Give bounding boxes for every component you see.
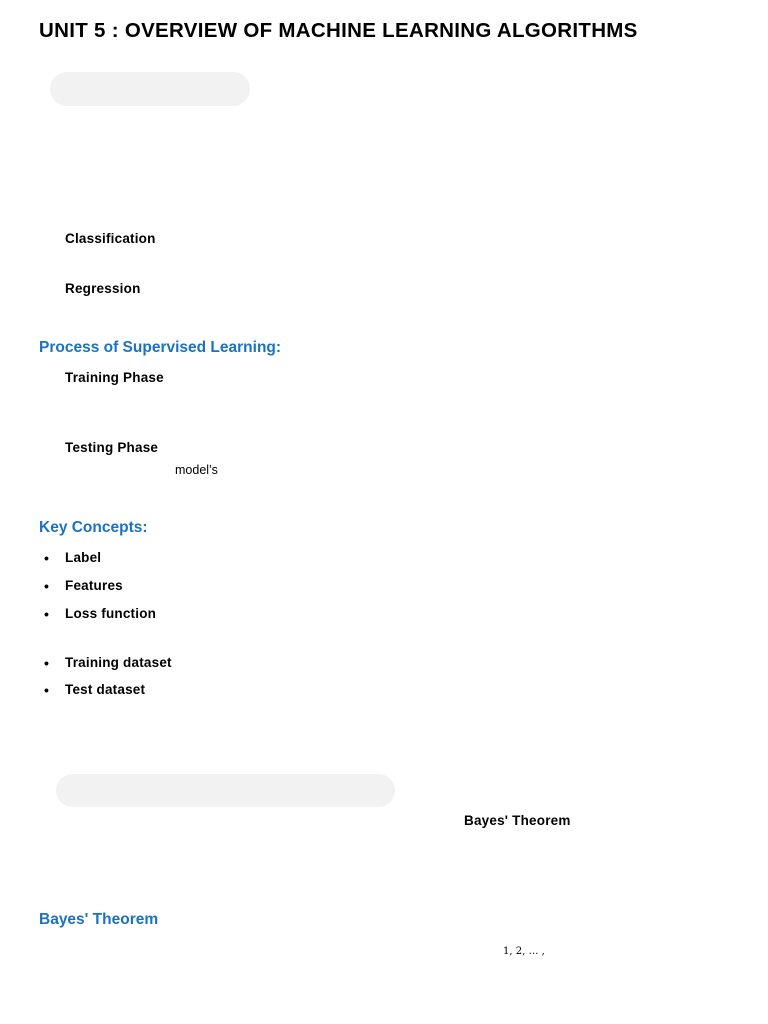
bullet-icon: • [44,550,49,566]
redacted-section-pill [56,774,395,807]
bullet-icon: • [44,682,49,698]
page-title: UNIT 5 : OVERVIEW OF MACHINE LEARNING ALGORITHMS [39,19,638,42]
key-concepts-heading: Key Concepts: [39,519,148,536]
concept-label: Loss function [65,606,157,621]
bayes-heading: Bayes' Theorem [39,911,159,928]
testing-phase-text-fragment: model’s [175,463,218,477]
concept-label: Label [65,550,102,565]
regression-term: Regression [65,281,141,296]
concept-label: Test dataset [65,682,146,697]
concept-label: Features [65,578,123,593]
testing-phase-term: Testing Phase [65,440,159,455]
math-fragment: 1, 2, … , [503,946,545,957]
classification-term: Classification [65,231,156,246]
redacted-heading-pill [50,72,250,106]
concept-label: Training dataset [65,655,172,670]
bayes-inline-term: Bayes' Theorem [464,813,571,828]
bullet-icon: • [44,655,49,671]
bullet-icon: • [44,578,49,594]
process-heading: Process of Supervised Learning: [39,339,282,356]
training-phase-term: Training Phase [65,370,164,385]
bullet-icon: • [44,606,49,622]
